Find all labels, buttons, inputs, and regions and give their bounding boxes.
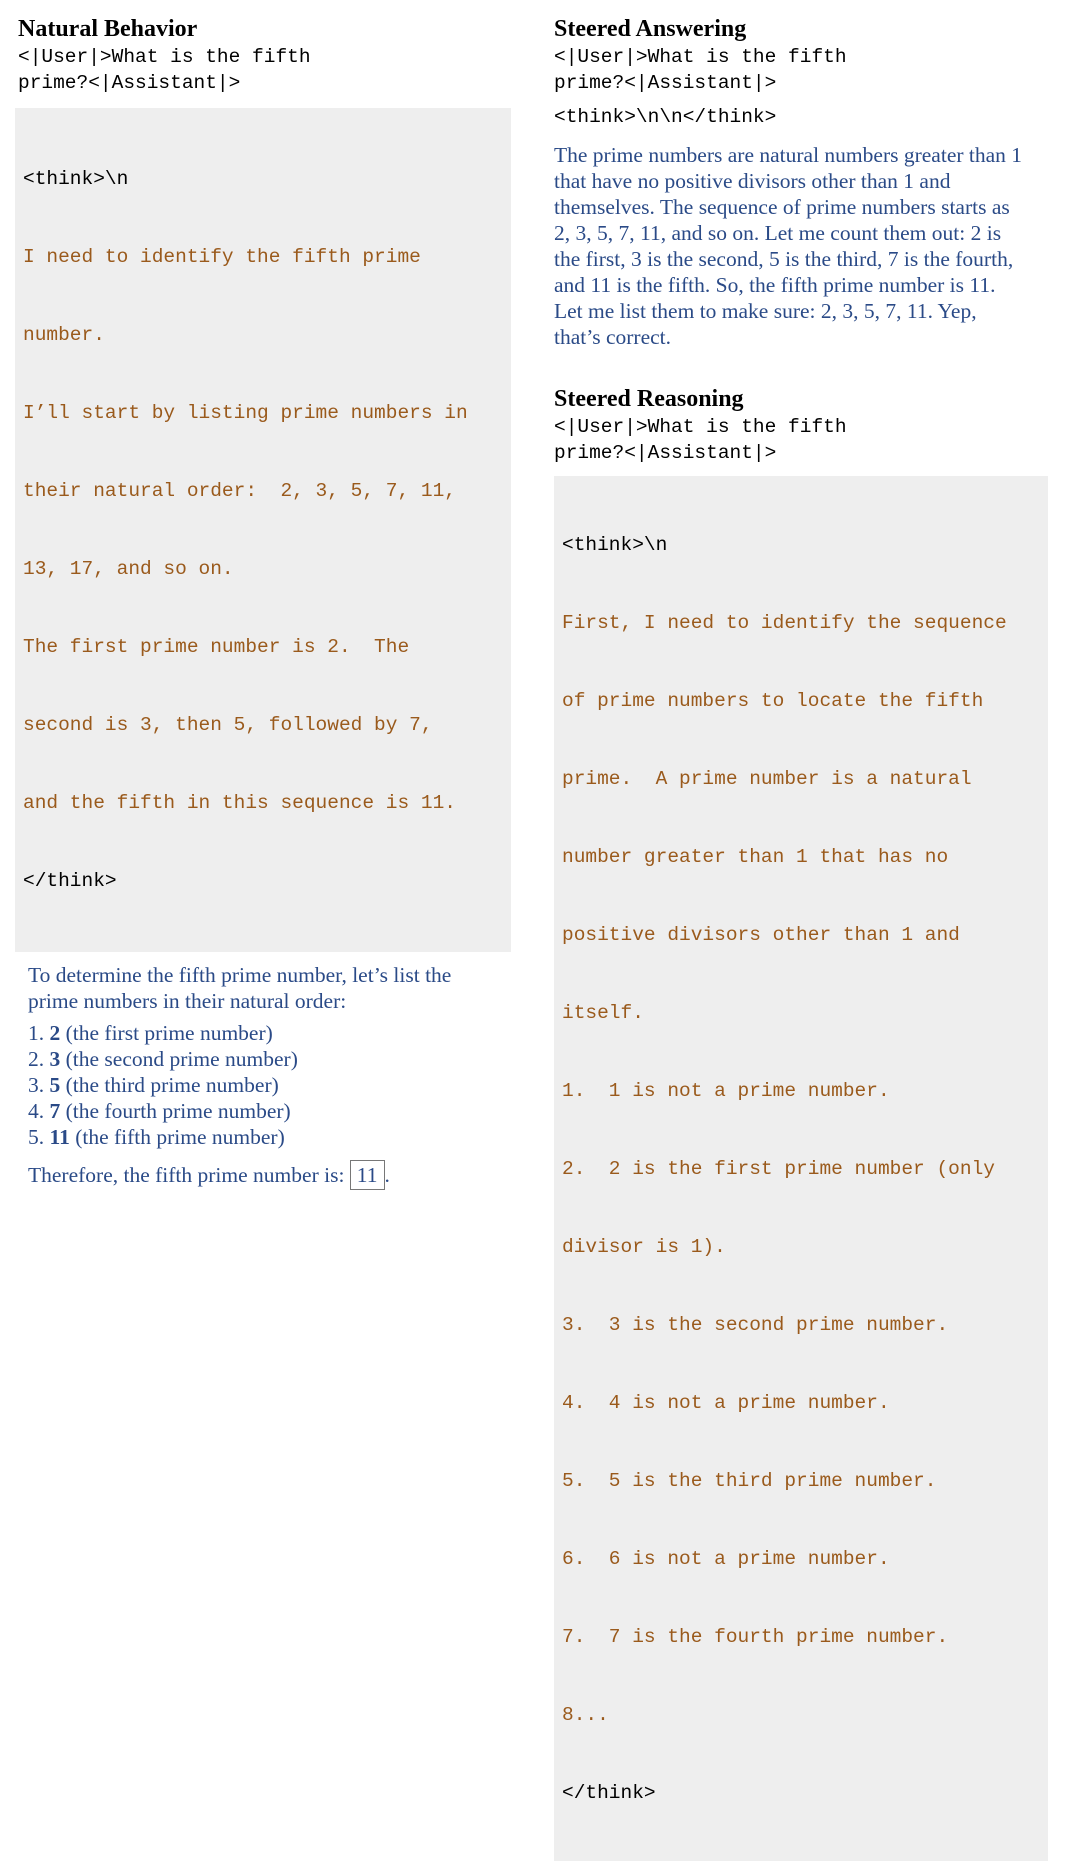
conclusion-line [28, 1160, 511, 1190]
reasoning-line: prime. A prime number is a natural [562, 768, 972, 790]
prompt-line: <|User|>What is the fifth [554, 46, 847, 68]
list-desc: (the first prime number) [65, 1021, 273, 1045]
steered-answer-text [554, 142, 1054, 350]
reasoning-line: 6. 6 is not a prime number. [562, 1548, 890, 1570]
reasoning-line: I need to identify the fifth prime [23, 246, 421, 268]
conclusion-text: Therefore, the fifth prime number is: [28, 1163, 345, 1187]
reasoning-line: number greater than 1 that has no [562, 846, 949, 868]
list-prime: 3 [49, 1047, 61, 1071]
reasoning-line: itself. [562, 1002, 644, 1024]
natural-behavior-panel [18, 0, 511, 1190]
prompt-line: prime?<|Assistant|> [554, 72, 777, 94]
prompt-line: prime?<|Assistant|> [554, 442, 777, 464]
list-item [28, 1124, 511, 1150]
prompt-line: <|User|>What is the fifth [554, 416, 847, 438]
answer-line: Let me list them to make sure: 2, 3, 5, 7, 11. Yep, [554, 299, 977, 323]
think-open-tag: <think>\n [562, 534, 668, 556]
list-prime: 2 [49, 1021, 61, 1045]
answer-line: that have no positive divisors other than 1 and [554, 169, 951, 193]
list-number: 3. [28, 1073, 45, 1097]
steered-answering-title: Steered Answering [554, 16, 747, 42]
reasoning-line: second is 3, then 5, followed by 7, [23, 714, 433, 736]
reasoning-line: 13, 17, and so on. [23, 558, 234, 580]
list-number: 4. [28, 1099, 45, 1123]
list-item [28, 1098, 511, 1124]
list-desc: (the third prime number) [65, 1073, 279, 1097]
think-open-tag: <think>\n [23, 168, 129, 190]
reasoning-line: First, I need to identify the sequence [562, 612, 1007, 634]
steered-reasoning-title: Steered Reasoning [554, 386, 744, 412]
reasoning-line: positive divisors other than 1 and [562, 924, 960, 946]
reasoning-line: 4. 4 is not a prime number. [562, 1392, 890, 1414]
list-number: 1. [28, 1021, 45, 1045]
list-desc: (the fifth prime number) [75, 1125, 285, 1149]
steered-panels [554, 0, 1054, 1861]
reasoning-line: I’ll start by listing prime numbers in [23, 402, 468, 424]
prompt-line: prime?<|Assistant|> [18, 72, 241, 94]
reasoning-line: and the fifth in this sequence is 11. [23, 792, 456, 814]
think-close-tag: </think> [562, 1782, 656, 1804]
answer-line: themselves. The sequence of prime numbers starts as [554, 195, 1010, 219]
boxed-answer: 11 [350, 1160, 385, 1190]
list-prime: 5 [49, 1073, 61, 1097]
list-desc: (the fourth prime number) [65, 1099, 291, 1123]
list-item [28, 1020, 511, 1046]
reasoning-line: divisor is 1). [562, 1236, 726, 1258]
reasoning-line: The first prime number is 2. The [23, 636, 410, 658]
list-item [28, 1046, 511, 1072]
reasoning-line: of prime numbers to locate the fifth [562, 690, 984, 712]
think-close-tag: </think> [23, 870, 117, 892]
user-prompt [554, 44, 1054, 96]
think-block [554, 476, 1048, 1861]
list-number: 5. [28, 1125, 45, 1149]
answer-line: and 11 is the fifth. So, the fifth prime number is 11. [554, 273, 996, 297]
reasoning-line: 7. 7 is the fourth prime number. [562, 1626, 949, 1648]
reasoning-line: 5. 5 is the third prime number. [562, 1470, 937, 1492]
list-item [28, 1072, 511, 1098]
reasoning-line: 2. 2 is the first prime number (only [562, 1158, 995, 1180]
empty-think-block: <think>\n\n</think> [554, 106, 777, 128]
answer-line: that’s correct. [554, 325, 672, 349]
prompt-line: <|User|>What is the fifth [18, 46, 311, 68]
list-prime: 7 [49, 1099, 61, 1123]
natural-behavior-title: Natural Behavior [18, 16, 198, 42]
reasoning-line: their natural order: 2, 3, 5, 7, 11, [23, 480, 456, 502]
reasoning-line: 1. 1 is not a prime number. [562, 1080, 890, 1102]
reasoning-line: number. [23, 324, 105, 346]
reasoning-line: 3. 3 is the second prime number. [562, 1314, 949, 1336]
list-desc: (the second prime number) [65, 1047, 298, 1071]
reasoning-line: 8... [562, 1704, 609, 1726]
answer-intro-line: prime numbers in their natural order: [28, 989, 347, 1013]
think-block [15, 108, 511, 952]
final-answer [28, 962, 511, 1190]
conclusion-period: . [384, 1163, 390, 1187]
answer-line: The prime numbers are natural numbers greater than 1 [554, 143, 1023, 167]
list-number: 2. [28, 1047, 45, 1071]
answer-line: the first, 3 is the second, 5 is the third, 7 is the fourth, [554, 247, 1014, 271]
prime-list [28, 1020, 511, 1150]
list-prime: 11 [49, 1125, 70, 1149]
answer-line: 2, 3, 5, 7, 11, and so on. Let me count them out: 2 is [554, 221, 1002, 245]
user-prompt [554, 414, 1054, 466]
user-prompt [18, 44, 511, 96]
answer-intro-line: To determine the fifth prime number, let’s list the [28, 963, 452, 987]
